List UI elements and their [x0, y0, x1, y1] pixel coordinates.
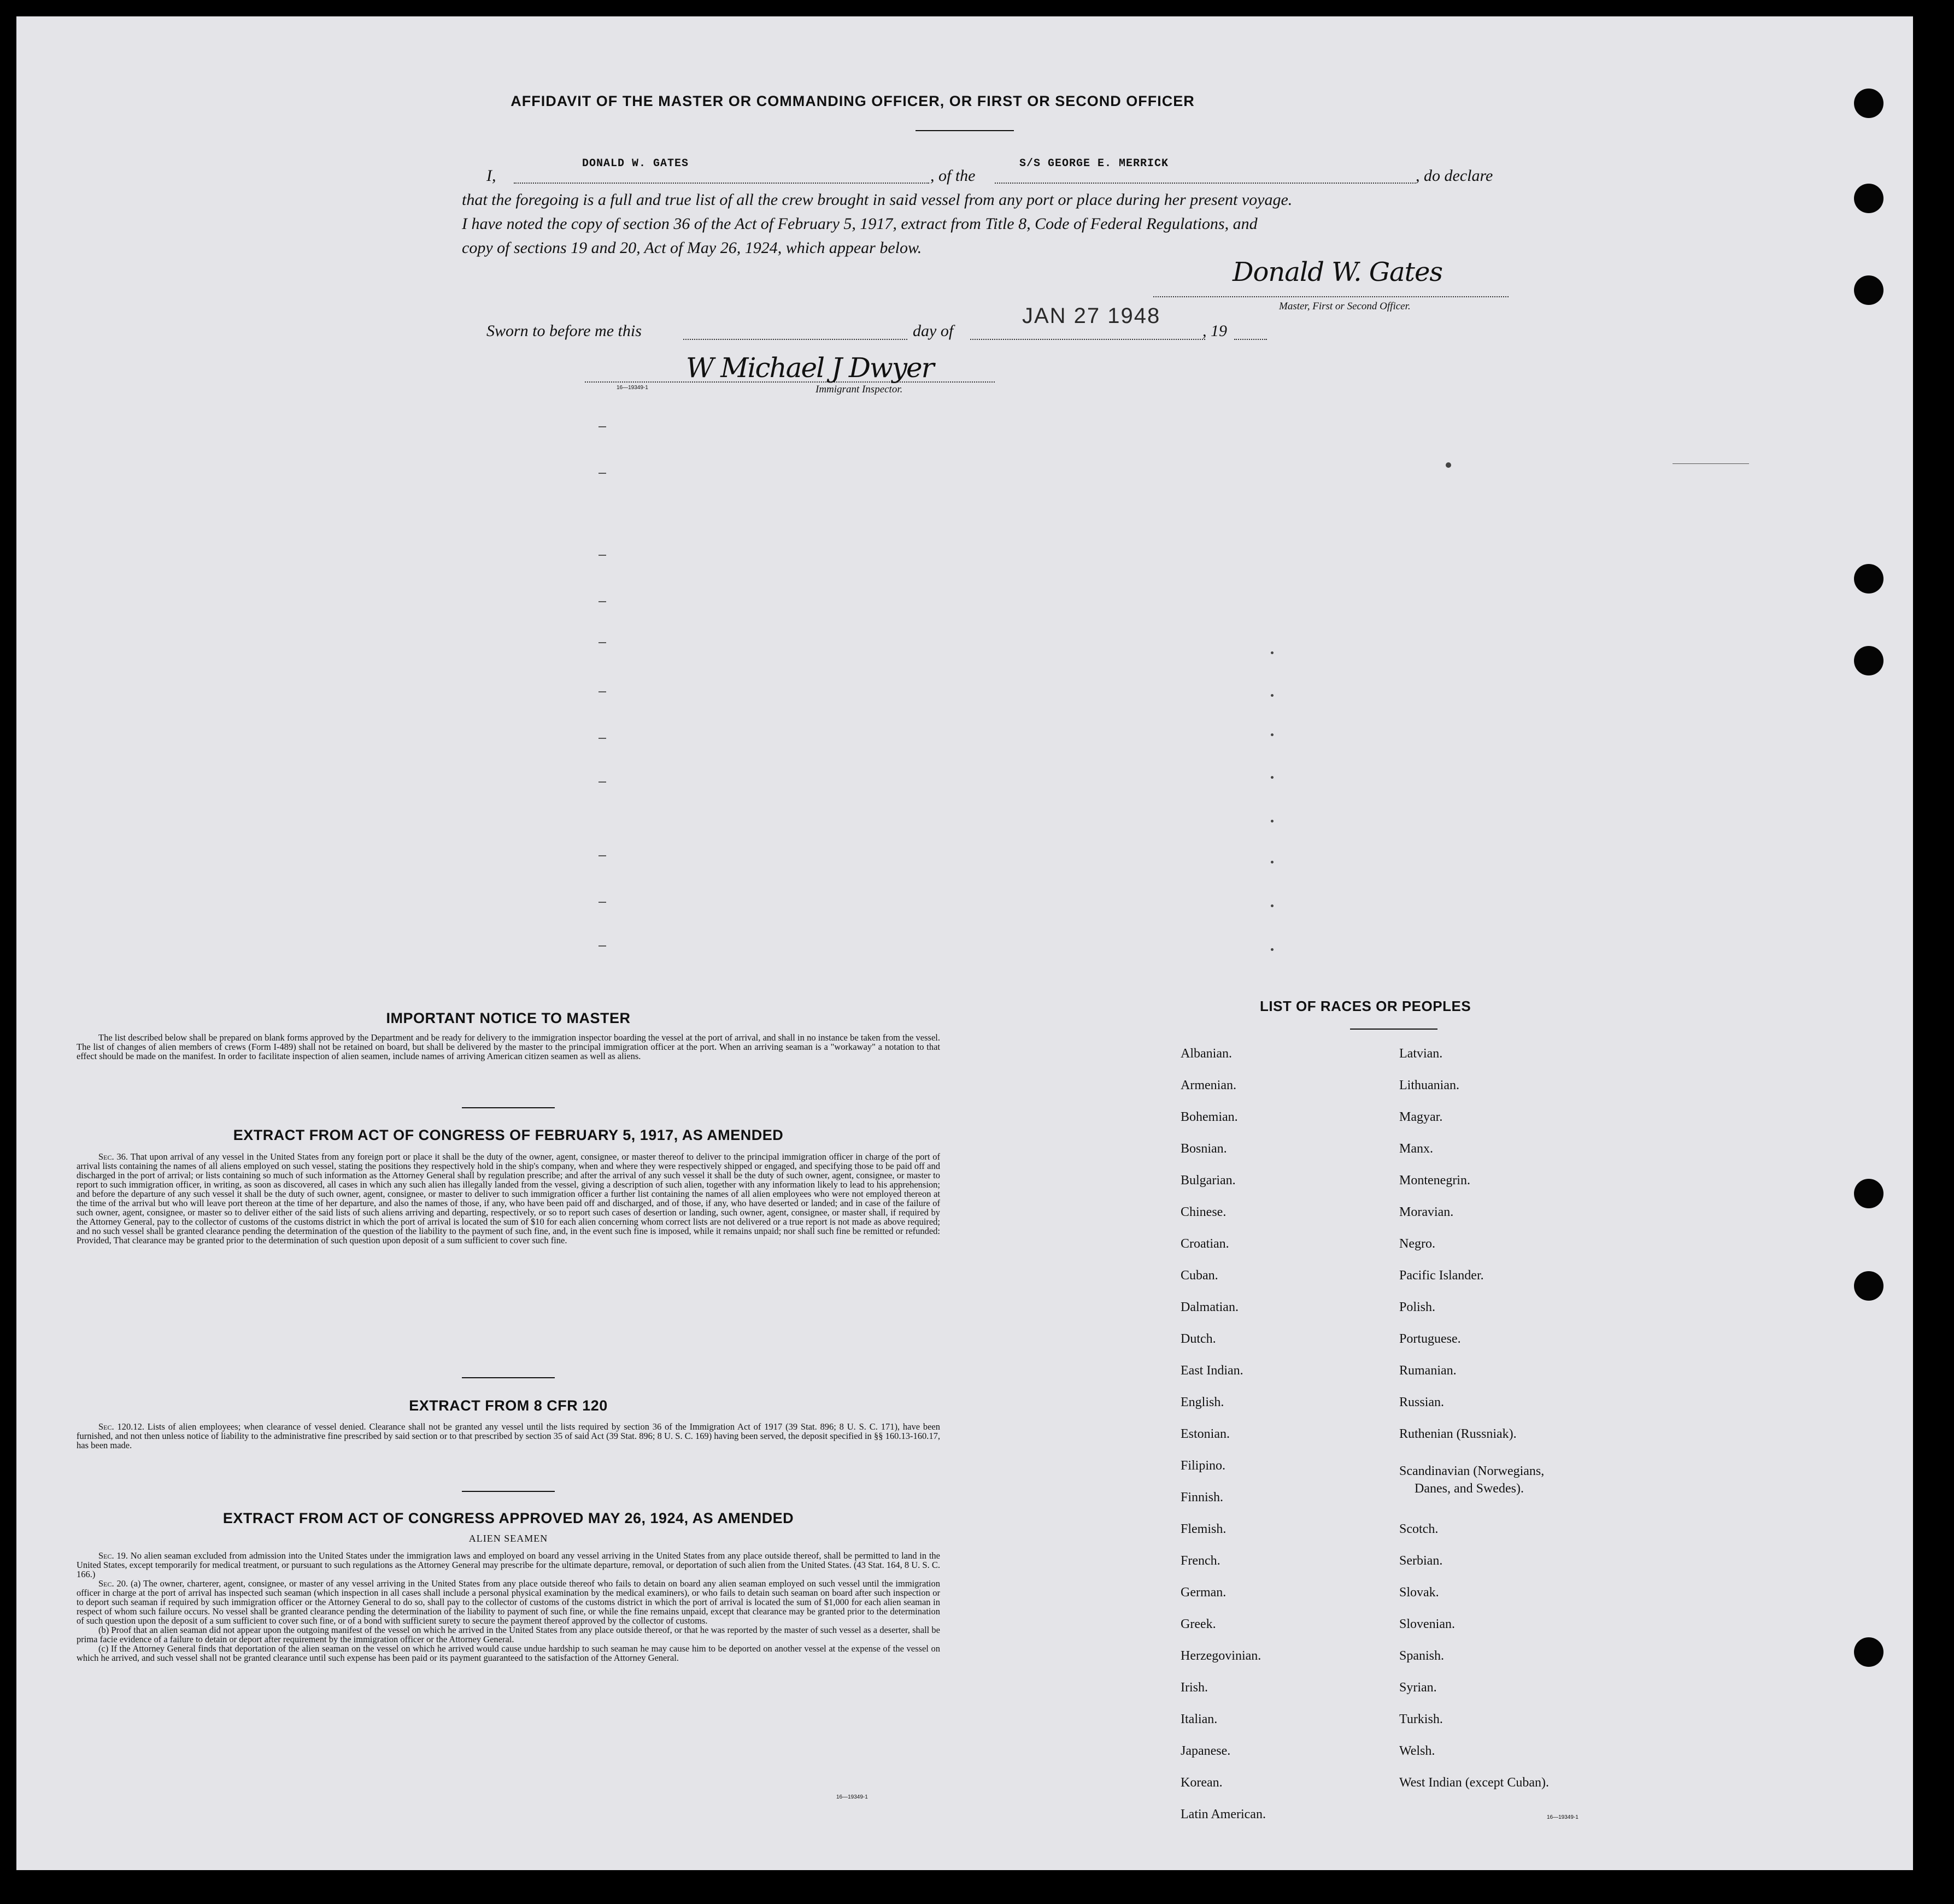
faint-mark: [598, 473, 606, 474]
race-item: Albanian.: [1181, 1047, 1232, 1061]
faint-mark: [598, 691, 606, 692]
year-line: [1234, 339, 1267, 340]
section-20c-paragraph: (c) If the Attorney General finds that deportation of the alien seaman on the vessel on which he arrived would cause undue hardship to such seaman he may cause him to be deported on another vessel at the expense of the vessel on which he arrived, and such vessel shall not be granted clearance until such expense has been paid or its payment guaranteed to the satisfaction of the Attorney General.: [77, 1643, 940, 1663]
section-label: Sec. 19.: [98, 1550, 128, 1561]
race-item: Moravian.: [1399, 1205, 1454, 1219]
section-19-paragraph: [77, 1551, 940, 1579]
master-signature-line: [1153, 296, 1509, 297]
race-item: Greek.: [1181, 1617, 1216, 1631]
officer-name-line: [514, 183, 929, 184]
affidavit-prefix: I,: [486, 167, 496, 185]
faint-mark: [598, 738, 606, 739]
race-item: Latin American.: [1181, 1807, 1266, 1821]
faint-mark: [1271, 820, 1274, 822]
notice-title: IMPORTANT NOTICE TO MASTER: [386, 1010, 631, 1026]
race-item: Italian.: [1181, 1712, 1218, 1726]
section-20a-paragraph: [77, 1579, 940, 1625]
sworn-day-line: [683, 339, 907, 340]
master-caption: Master, First or Second Officer.: [1279, 301, 1411, 312]
do-declare-label: , do declare: [1416, 167, 1493, 185]
of-the-label: , of the: [930, 167, 976, 185]
manifest-sheet: [16, 16, 1913, 1870]
race-item: Syrian.: [1399, 1680, 1437, 1695]
race-item: East Indian.: [1181, 1364, 1243, 1378]
race-item: Pacific Islander.: [1399, 1268, 1484, 1283]
faint-mark: [598, 555, 606, 556]
faint-mark: [598, 781, 606, 783]
race-item: Rumanian.: [1399, 1364, 1457, 1378]
race-item: Cuban.: [1181, 1268, 1218, 1283]
race-item: Croatian.: [1181, 1237, 1229, 1251]
faint-mark: [1271, 948, 1274, 951]
punch-hole: [1854, 564, 1883, 593]
notice-text: [77, 1033, 940, 1061]
faint-mark: [598, 426, 606, 427]
affidavit-line-2: that the foregoing is a full and true list of all the crew brought in said vessel from any port or place during her present voyage.: [462, 191, 1293, 209]
race-item: Montenegrin.: [1399, 1173, 1470, 1188]
punch-hole: [1854, 275, 1883, 305]
extract-1917-text: [77, 1152, 940, 1245]
race-item: Magyar.: [1399, 1110, 1443, 1124]
date-stamp: JAN 27 1948: [1022, 304, 1161, 328]
faint-mark: [1271, 776, 1274, 779]
section-label: Sec. 36.: [98, 1151, 128, 1162]
punch-hole: [1854, 184, 1883, 213]
alien-seamen-subtitle: ALIEN SEAMEN: [468, 1533, 548, 1544]
section-120-paragraph: [77, 1422, 940, 1450]
race-item: Serbian.: [1399, 1554, 1443, 1568]
race-item: Estonian.: [1181, 1427, 1230, 1441]
faint-mark: [1271, 904, 1274, 907]
race-item: Russian.: [1399, 1395, 1445, 1409]
section-36-paragraph: [77, 1152, 940, 1245]
faint-mark: [1271, 733, 1274, 736]
race-item: Polish.: [1399, 1300, 1436, 1314]
race-item: Ruthenian (Russniak).: [1399, 1427, 1517, 1441]
section-20b-paragraph: (b) Proof that an alien seaman did not appear upon the outgoing manifest of the vessel on which he arrived in the United States from any place outside thereof, or that he was reported by the master of such vessel as a deserter, shall be prima facie evidence of a failure to detain or deport after requirement by the immigration officer or the Attorney General.: [77, 1625, 940, 1644]
race-item: Lithuanian.: [1399, 1078, 1459, 1092]
race-item: Herzegovinian.: [1181, 1649, 1261, 1663]
punch-hole: [1854, 89, 1883, 118]
race-item: Scotch.: [1399, 1522, 1439, 1536]
inspector-signature: W Michael J Dwyer: [686, 352, 934, 384]
punch-hole: [1854, 1271, 1883, 1301]
race-item: Slovak.: [1399, 1585, 1439, 1600]
title-rule: [916, 130, 1014, 131]
day-of-label: day of: [913, 322, 954, 340]
section-19-text: No alien seaman excluded from admission into the United States under the immigration laws and employed on board any vessel arriving in the United States from any place outside thereof, shall be permitted to land in the United States, except temporarily for medical treatment, or pursuant to such regulations as the Attorney General may prescribe for the ultimate departure, removal, or deportation of such alien from the United States. (43 Stat. 164, 8 U. S. C. 166.): [77, 1550, 941, 1579]
faint-mark: [598, 945, 606, 947]
race-item: Scandinavian (Norwegians,: [1399, 1464, 1545, 1478]
faint-mark: [598, 855, 606, 856]
race-item: German.: [1181, 1585, 1227, 1600]
section-rule: [462, 1107, 555, 1108]
race-item: Dutch.: [1181, 1332, 1216, 1346]
race-item: West Indian (except Cuban).: [1399, 1776, 1549, 1790]
race-item: Bulgarian.: [1181, 1173, 1236, 1188]
race-item: Portuguese.: [1399, 1332, 1461, 1346]
faint-mark: [1271, 694, 1274, 697]
race-item: Dalmatian.: [1181, 1300, 1239, 1314]
officer-name: DONALD W. GATES: [582, 157, 689, 170]
affidavit-title: AFFIDAVIT OF THE MASTER OR COMMANDING OFFICER, OR FIRST OR SECOND OFFICER: [510, 93, 1195, 109]
race-item: Armenian.: [1181, 1078, 1236, 1092]
affidavit-line-4: copy of sections 19 and 20, Act of May 26, 1924, which appear below.: [462, 239, 922, 257]
extract-1917-title: EXTRACT FROM ACT OF CONGRESS OF FEBRUARY 5, 1917, AS AMENDED: [233, 1127, 784, 1143]
faint-mark: [598, 902, 606, 903]
sworn-label: Sworn to before me this: [486, 322, 642, 340]
sworn-month-line: [970, 339, 1205, 340]
race-item: Turkish.: [1399, 1712, 1443, 1726]
inspector-caption: Immigrant Inspector.: [815, 384, 903, 395]
vessel-name: S/S GEORGE E. MERRICK: [1019, 157, 1169, 170]
faint-mark: [1446, 462, 1451, 468]
faint-mark: [1673, 463, 1749, 464]
race-item: Manx.: [1399, 1142, 1433, 1156]
year-label: , 19: [1202, 322, 1227, 340]
races-rule: [1350, 1029, 1437, 1030]
race-item: Welsh.: [1399, 1744, 1435, 1758]
form-number: 16—19349-1: [617, 385, 648, 391]
faint-mark: [598, 642, 606, 643]
section-120-text: Lists of alien employees; when clearance of vessel denied. Clearance shall not be granted any vessel until the lists required by section 36 of the Immigration Act of 1917 (39 Stat. 896; 8 U. S. C. 171), have been furnished, and not then unless notice of liability to the administrative fine prescribed by said section or to that prescribed by section 35 of said Act (39 Stat. 896; 8 U. S. C. 169) having been served, the deposit specified in §§ 160.13-160.17, has been made.: [77, 1421, 941, 1450]
race-item: Danes, and Swedes).: [1415, 1482, 1524, 1496]
section-label: Sec. 20.: [98, 1578, 128, 1589]
extract-cfr-text: [77, 1422, 940, 1450]
section-rule: [462, 1491, 555, 1492]
race-item: Slovenian.: [1399, 1617, 1455, 1631]
punch-hole: [1854, 1637, 1883, 1667]
form-number: 16—19349-1: [1547, 1814, 1579, 1820]
section-label: Sec. 120.12.: [98, 1421, 144, 1432]
race-item: Latvian.: [1399, 1047, 1443, 1061]
master-signature: Donald W. Gates: [1233, 257, 1442, 287]
extract-cfr-title: EXTRACT FROM 8 CFR 120: [409, 1397, 608, 1414]
punch-hole: [1854, 646, 1883, 675]
race-item: French.: [1181, 1554, 1220, 1568]
section-20a-text: (a) The owner, charterer, agent, consignee, or master of any vessel arriving in the United States from any place outside thereof who fails to detain on board any alien seaman employed on such vessel until the immigration officer in charge at the port of arrival has inspected such seaman (which inspection in all cases shall include a personal physical examination by the medical examiners), or who fails to detain such seaman on board after such inspection or to deport such seaman if required by such immigration officer or the Attorney General to do so, shall pay to the collector of customs of the customs district in which the port of arrival is located the sum of $1,000 for each alien seaman in respect of whom such failure occurs. No vessel shall be granted clearance pending the determination of the liability to payment of such fine, or while the fine remains unpaid, except that clearance may be granted prior to the determination of such question upon the deposit of a sum sufficient to cover such fine, or of a bond with sufficient surety to secure the payment thereof approved by the collector of customs.: [77, 1578, 941, 1626]
faint-mark: [598, 601, 606, 602]
vessel-name-line: [995, 183, 1416, 184]
race-item: Negro.: [1399, 1237, 1435, 1251]
race-item: Finnish.: [1181, 1490, 1224, 1505]
race-item: Chinese.: [1181, 1205, 1227, 1219]
section-rule: [462, 1377, 555, 1378]
affidavit-line-3: I have noted the copy of section 36 of the Act of February 5, 1917, extract from Title 8, Code of Federal Regulations, and: [462, 215, 1258, 233]
race-item: Spanish.: [1399, 1649, 1445, 1663]
punch-hole: [1854, 1179, 1883, 1208]
faint-mark: [1271, 651, 1274, 654]
race-item: Korean.: [1181, 1776, 1223, 1790]
extract-1924-text: [77, 1551, 940, 1662]
faint-mark: [1271, 861, 1274, 863]
form-number: 16—19349-1: [836, 1794, 868, 1800]
race-item: English.: [1181, 1395, 1224, 1409]
race-item: Irish.: [1181, 1680, 1208, 1695]
extract-1924-title: EXTRACT FROM ACT OF CONGRESS APPROVED MAY 26, 1924, AS AMENDED: [222, 1510, 794, 1526]
section-36-text: That upon arrival of any vessel in the United States from any foreign port or place it shall be the duty of the owner, agent, consignee, or master thereof to deliver to the principal immigration officer in charge of the port of arrival lists containing the names of all aliens employed on such vessel, stating the positions they respectively hold in the ship's company, when and where they were respectively shipped or engaged, and specifying those to be paid off and discharged in the port of arrival; or lists containing so much of such information as the Attorney General shall by regulation prescribe; and after the arrival of any such vessel it shall be the duty of such owner, agent, consignee, or master to report to such immigration officer, in writing, as soon as discovered, all cases in which any such alien has illegally landed from the vessel, giving a description of such alien, together with any information likely to lead to his apprehension; and before the departure of any such vessel it shall be the duty of such owner, agent, consignee, or master to deliver to such immigration officer a further list containing the names of all alien employees who were not employed thereon at the time of the arrival but who will leave port thereon at the time of her departure, and also the names of those, if any, who have been paid off and discharged, and of those, if any, who have deserted or landed; and in case of the failure of such owner, agent, consignee, or master so to deliver either of the said lists of such aliens arriving and departing, respectively, or so to report such cases of desertion or landing, such owner, agent, consignee, or master shall, if required by the Attorney General, pay to the collector of customs of the customs district in which the port of arrival is located the sum of $10 for each alien concerning whom correct lists are not delivered or a true report is not made as above required; and no such vessel shall be granted clearance pending the determination of the question of the liability to the payment of such fine, and, in the event such fine is imposed, while it remains unpaid; nor shall such fine be remitted or refunded: Provided, That clearance may be granted prior to the determination of such question upon deposit of a sum sufficient to cover such fine.: [77, 1151, 940, 1245]
race-item: Japanese.: [1181, 1744, 1231, 1758]
inspector-signature-line: [585, 381, 995, 383]
race-item: Flemish.: [1181, 1522, 1227, 1536]
notice-paragraph: The list described below shall be prepared on blank forms approved by the Department and be ready for delivery to the immigration inspector boarding the vessel at the port of arrival, and shall in no instance be taken from the vessel. The list of changes of alien members of crews (Form I-489) shall not be retained on board, but shall be delivered by the master to the principal immigration officer at the port. When an arriving seaman is a "workaway" a notation to that effect should be made on the manifest. In order to facilitate inspection of alien seamen, include names of arriving American citizen seamen as well as aliens.: [77, 1032, 940, 1061]
races-title: LIST OF RACES OR PEOPLES: [1260, 998, 1471, 1014]
race-item: Bosnian.: [1181, 1142, 1227, 1156]
race-item: Bohemian.: [1181, 1110, 1238, 1124]
race-item: Filipino.: [1181, 1459, 1226, 1473]
